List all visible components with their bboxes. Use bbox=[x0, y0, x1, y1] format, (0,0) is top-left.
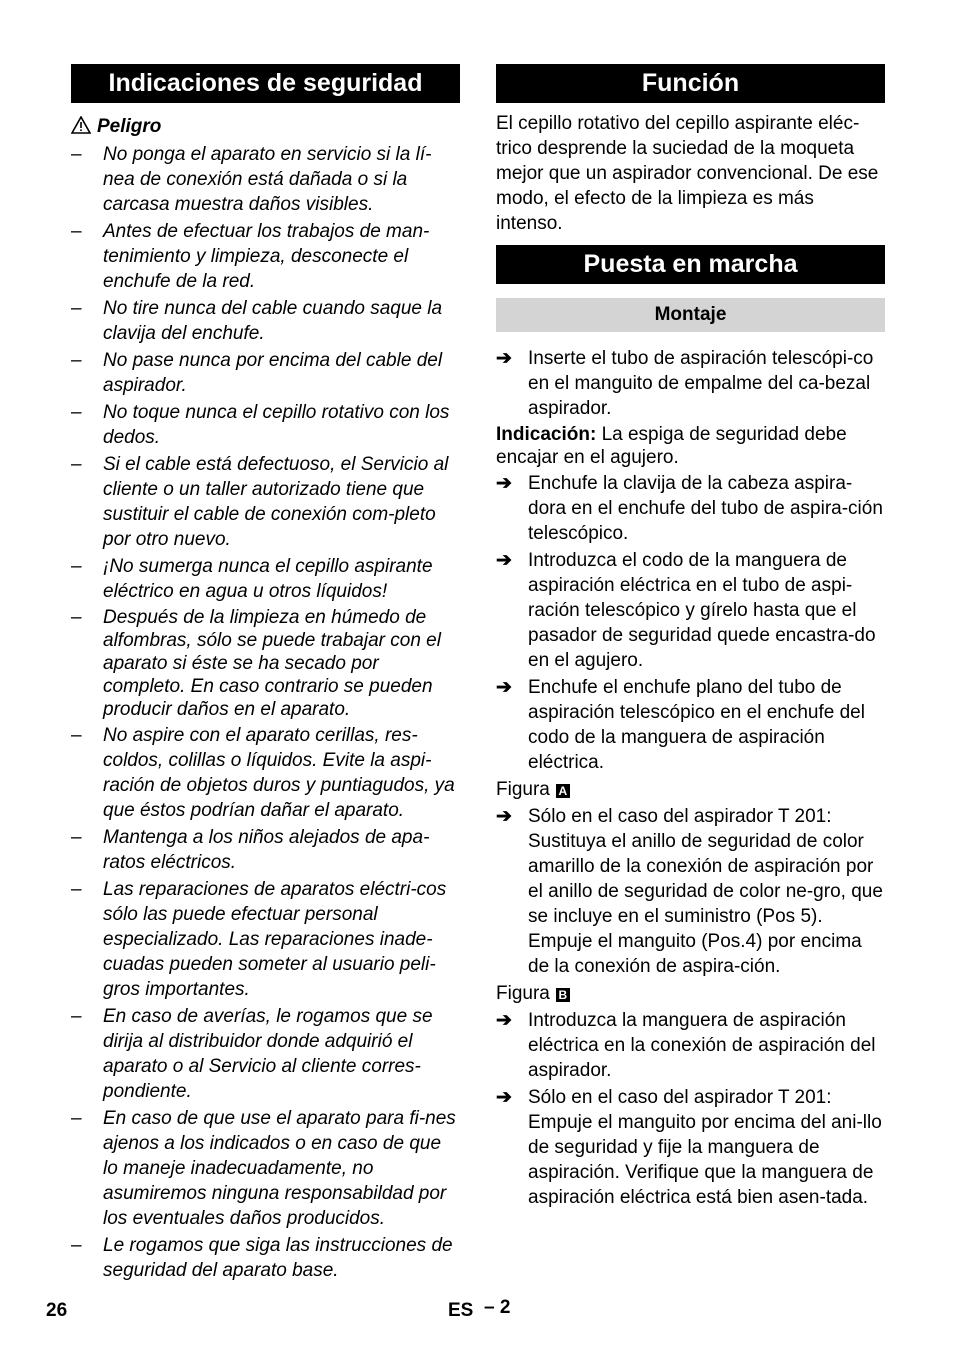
list-item: – Mantenga a los niños alejados de apa-ratos eléctricos. bbox=[71, 827, 430, 873]
list-item: – No toque nunca el cepillo rotativo con los dedos. bbox=[71, 402, 450, 448]
list-item: ➔ Introduzca la manguera de aspiración eléctrica en la conexión de aspiración del aspirador. bbox=[496, 1010, 876, 1081]
figure-b-reference: Figura B bbox=[496, 981, 885, 1006]
heading-puesta-en-marcha: Puesta en marcha bbox=[496, 245, 885, 284]
left-column bbox=[71, 64, 460, 1285]
list-item: ➔ Enchufe el enchufe plano del tubo de aspiración telescópico en el enchufe del codo de la manguera de aspiración eléctrica. bbox=[496, 677, 865, 773]
list-item: – Si el cable está defectuoso, el Servicio al cliente o un taller autorizado tiene que sustituir el cable de conexión com-pleto por otro nuevo. bbox=[71, 454, 449, 550]
list-item: – Las reparaciones de aparatos eléctri-cos sólo las puede efectuar personal especializado. Las reparaciones inade-cuadas pueden someter al usuario peli-gros importantes. bbox=[71, 879, 447, 1000]
figure-letter-a-icon: A bbox=[556, 784, 570, 798]
list-item: – No aspire con el aparato cerillas, res-coldos, colillas o líquidos. Evite la aspi-ración de objetos duros y puntiagudos, ya que éstos podrían dañar el aparato. bbox=[71, 725, 455, 821]
list-item: – No tire nunca del cable cuando saque la clavija del enchufe. bbox=[71, 298, 443, 344]
list-item: – Antes de efectuar los trabajos de man-tenimiento y limpieza, desconecte el enchufe de la red. bbox=[71, 221, 430, 292]
note-text: La espiga de seguridad debe encajar en el agujero. bbox=[496, 424, 847, 468]
montaje-steps-3 bbox=[496, 804, 885, 979]
list-item: – ¡No sumerga nunca el cepillo aspirante eléctrico en agua u otros líquidos! bbox=[71, 556, 433, 602]
language-code: ES bbox=[448, 1300, 474, 1321]
list-item: ➔ Sólo en el caso del aspirador T 201: Sustituya el anillo de seguridad de color amarillo de la conexión de aspiración por el anillo de seguridad de color ne-gro, que se incluye en el suministro (Pos 5). Empuje el manguito (Pos.4) por encima de la conexión de aspira-ción. bbox=[496, 806, 883, 977]
list-item: – No ponga el aparato en servicio si la lí-nea de conexión está dañada o si la carcasa muestra daños visibles. bbox=[71, 144, 432, 215]
montaje-steps-4 bbox=[496, 1008, 885, 1210]
funcion-text: El cepillo rotativo del cepillo aspirante eléc-trico desprende la suciedad de la moqueta mejor que un aspirador convencional. De ese modo, el efecto de la limpieza es más intenso. bbox=[496, 113, 879, 234]
list-item: ➔ Enchufe la clavija de la cabeza aspira-dora en el enchufe del tubo de aspira-ción telescópico. bbox=[496, 473, 883, 544]
list-item: ➔ Sólo en el caso del aspirador T 201: Empuje el manguito por encima del ani-llo de seguridad y fije la manguera de aspiración. Verifique que la manguera de aspiración eléctrica está bien asen-tada. bbox=[496, 1087, 882, 1208]
note-label: Indicación: bbox=[496, 424, 597, 445]
arrow-right-icon: ➔ bbox=[496, 1010, 512, 1031]
heading-safety: Indicaciones de seguridad bbox=[71, 64, 460, 103]
danger-label bbox=[71, 114, 460, 140]
montaje-steps-2 bbox=[496, 471, 885, 775]
arrow-right-icon: ➔ bbox=[496, 473, 512, 494]
list-item: – No pase nunca por encima del cable del aspirador. bbox=[71, 350, 443, 396]
list-item: ➔ Introduzca el codo de la manguera de aspiración eléctrica en el tubo de aspi-ración telescópico y gírelo hasta que el pasador de seguridad quede encastra-do en el agujero. bbox=[496, 550, 876, 671]
arrow-right-icon: ➔ bbox=[496, 677, 512, 698]
note bbox=[496, 423, 885, 469]
danger-text: Peligro bbox=[97, 116, 162, 137]
list-item: ➔ Inserte el tubo de aspiración telescópi-co en el manguito de empalme del ca-bezal aspirador. bbox=[496, 348, 874, 419]
list-item: – Después de la limpieza en húmedo de alfombras, sólo se puede trabajar con el aparato si éste se ha secado por completo. En caso contrario se pueden producir daños en el aparato. bbox=[71, 607, 441, 720]
montaje-steps-1 bbox=[496, 346, 885, 421]
warning-icon bbox=[71, 116, 91, 134]
arrow-right-icon: ➔ bbox=[496, 550, 512, 571]
arrow-right-icon: ➔ bbox=[496, 1087, 512, 1108]
right-column bbox=[496, 64, 885, 1212]
arrow-right-icon: ➔ bbox=[496, 806, 512, 827]
list-item: – En caso de averías, le rogamos que se dirija al distribuidor donde adquirió el aparato o al Servicio al cliente corres-pondiente. bbox=[71, 1006, 433, 1102]
safety-list bbox=[71, 142, 460, 1283]
arrow-right-icon: ➔ bbox=[496, 348, 512, 369]
subheading-montaje: Montaje bbox=[496, 298, 885, 332]
list-item: – Le rogamos que siga las instrucciones de seguridad del aparato base. bbox=[71, 1235, 453, 1281]
heading-funcion: Función bbox=[496, 64, 885, 103]
section-number: – 2 bbox=[484, 1297, 511, 1318]
figure-letter-b-icon: B bbox=[556, 988, 570, 1002]
list-item: – En caso de que use el aparato para fi-nes ajenos a los indicados o en caso de que lo maneje inadecuadamente, no asumiremos ninguna responsabildad por los eventuales daños producidos. bbox=[71, 1108, 456, 1229]
figure-a-reference: Figura A bbox=[496, 777, 885, 802]
page-number: 26 bbox=[46, 1300, 68, 1321]
